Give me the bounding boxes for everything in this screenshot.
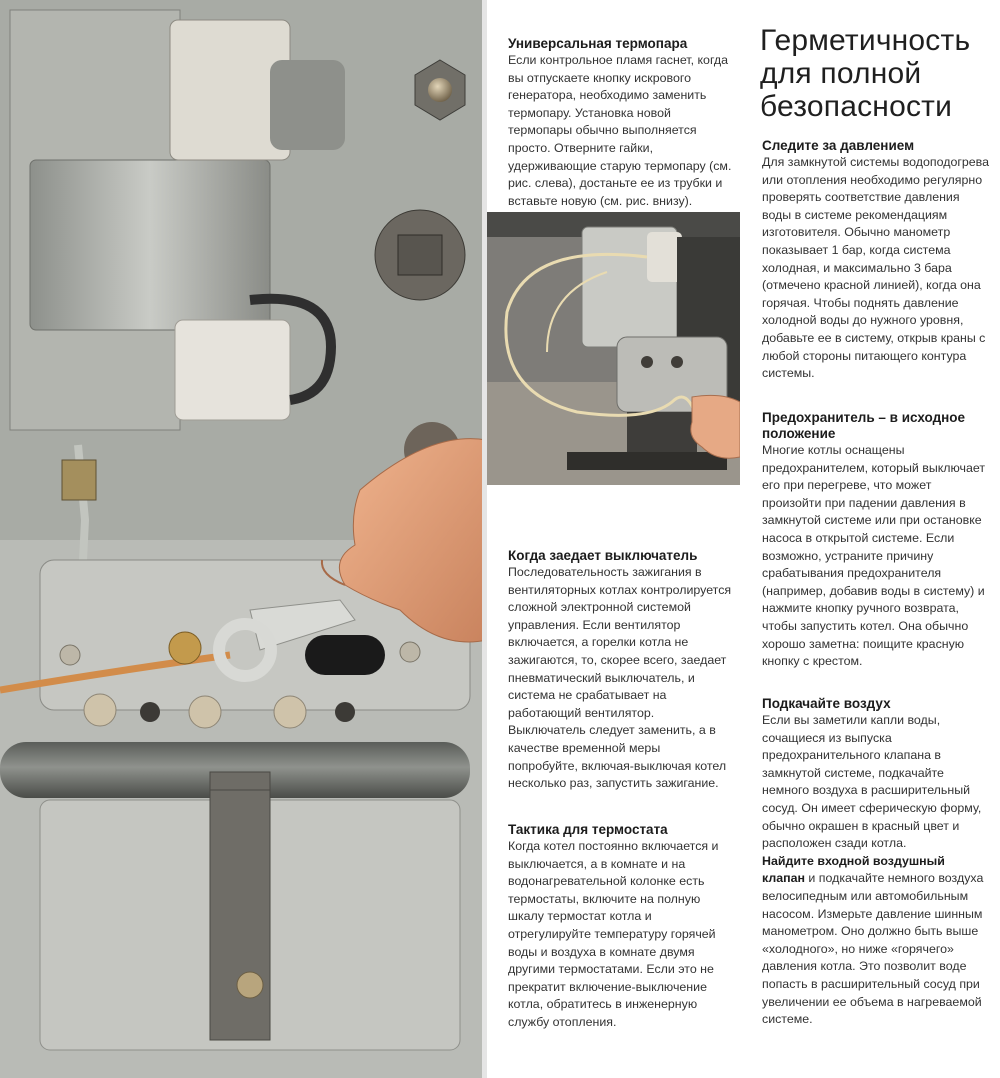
section-body [762,712,990,1029]
section-pressure [762,138,990,383]
thermocouple-replacement-illustration [487,212,740,485]
page-title: Герметичность для полной безопасности [760,24,971,123]
section-body: Последовательность зажигания в вентиляторных котлах контролируется сложной электронной системой управления. Если вентилятор включается, а горелки котла не зажигаются, то, скорее всего, заедает пневматический выключатель, и система не срабатывает на работающий вентилятор. Выключатель следует заменить, а в качестве временной меры попробуйте, включая-выключая котел несколько раз, запустить зажигание. [508,565,732,791]
section-body: Для замкнутой системы водоподогрева или отопления необходимо регулярно проверять соответствие давления воды в системе рекомендациям изготовителя. Обычно манометр показывает 1 бар, когда система холодная, и максимально 3 бара (отмечено красной линией), когда она горячая. Чтобы поднять давление холодной воды до нужного уровня, добавьте ее в систему, открыв краны с любой стороны питающего контура системы. [762,155,989,381]
section-heading: Универсальная термопара [508,36,688,51]
section-heading: Подкачайте воздух [762,696,891,711]
section-body-part1: Если вы заметили капли воды, сочащиеся из выпуска предохранительного клапана в замкнутой системе, подкачайте немного воздуха в расширительный сосуд. Он имеет сферическую форму, обычно окрашен в красный цвет и расположен сзади котла. [762,713,982,851]
section-heading: Когда заедает выключатель [508,548,698,563]
section-heading: Следите за давлением [762,138,915,153]
section-body: Многие котлы оснащены предохранителем, который выключает его при перегреве, что может произойти при падении давления в замкнутой системе или при остановке насоса в открытой системе. Если возможно, устраните причину срабатывания предохранителя (например, добавив воды в систему) и нажмите кнопку ручного возврата, чтобы запустить котел. Она обычно хорошо заметна: поищите красную кнопку с крестом. [762,443,986,669]
section-fuse [762,410,990,671]
thermocouple-replacement-photo [487,212,740,485]
section-switch [508,548,732,793]
boiler-gas-valve-photo [0,0,487,1078]
boiler-gas-valve-illustration [0,0,487,1078]
section-thermostat [508,822,732,1032]
section-body-bold-lead: Найдите входной воздушный клапан [762,853,945,886]
section-body-part2: и подкачайте немного воздуха велосипедным или автомобильным насосом. Измерьте давление шинным манометром. Оно должно быть выше «холодного», но ниже «горячего» давления котла. Это позволит воде попасть в расширительный сосуд при увеличении ее объема в нагреваемой системе. [762,871,984,1027]
section-heading: Тактика для термостата [508,822,668,837]
section-heading: Предохранитель – в исходное положение [762,410,966,441]
section-body: Когда котел постоянно включается и выключается, а в комнате и на водонагревательной колонке есть термостаты, включите на полную шкалу термостат котла и отрегулируйте температуру горячей воды и воздуха в комнате двумя другими термостатами. Если это не прекратит включение-выключение котла, обратитесь в инженерную службу отопления. [508,839,719,1029]
section-body: Если контрольное пламя гаснет, когда вы отпускаете кнопку искрового генератора, необходимо заменить термопару. Установка новой термопары обычно выполняется просто. Отверните гайки, удерживающие старую термопару (см. рис. слева), достаньте ее из трубки и вставьте новую (см. рис. внизу). [508,53,732,208]
section-thermocouple [508,36,732,210]
section-air [762,696,990,1029]
